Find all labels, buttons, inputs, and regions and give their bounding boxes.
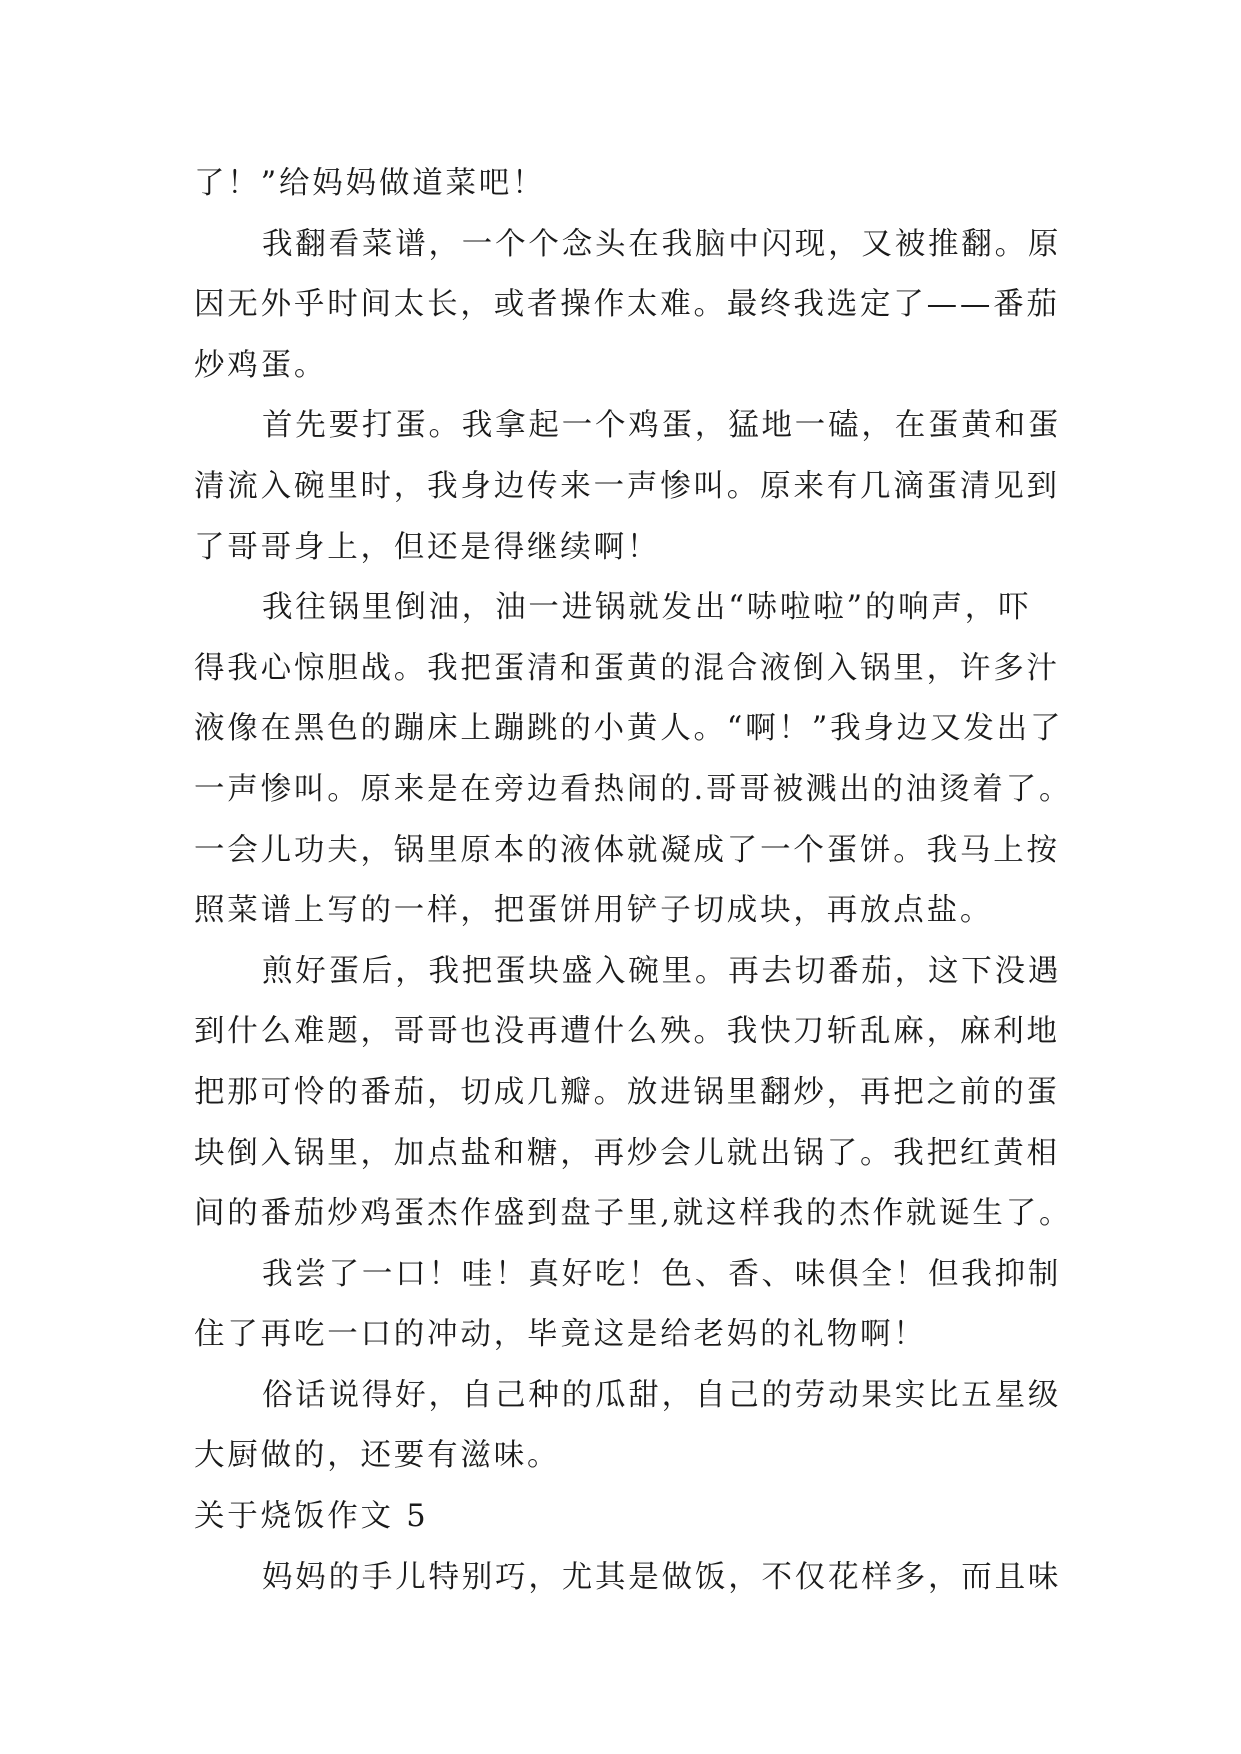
text-line: 把那可怜的番茄，切成几瓣。放进锅里翻炒，再把之前的蛋 <box>194 1074 1060 1110</box>
text-line: 清流入碗里时，我身边传来一声惨叫。原来有几滴蛋清见到 <box>194 468 1060 504</box>
paragraph-start-line: 妈妈的手儿特别巧，尤其是做饭，不仅花样多，而且味 <box>262 1559 1062 1595</box>
text-line: 照菜谱上写的一样，把蛋饼用铲子切成块，再放点盐。 <box>194 893 994 929</box>
text-line: 块倒入锅里，加点盐和糖，再炒会儿就出锅了。我把红黄相 <box>194 1135 1060 1171</box>
text-line: 大厨做的，还要有滋味。 <box>194 1438 561 1474</box>
text-line: 一声惨叫。原来是在旁边看热闹的.哥哥被溅出的油烫着了。 <box>194 771 1073 807</box>
section-heading: 关于烧饭作文 5 <box>194 1499 429 1535</box>
essay-text <box>194 154 1074 1608</box>
text-line: 到什么难题，哥哥也没再遭什么殃。我快刀斩乱麻，麻利地 <box>194 1014 1060 1050</box>
text-line: 一会儿功夫，锅里原本的液体就凝成了一个蛋饼。我马上按 <box>194 832 1060 868</box>
text-line: 住了再吃一口的冲动，毕竟这是给老妈的礼物啊！ <box>194 1317 927 1353</box>
text-line: 了！”给妈妈做道菜吧！ <box>194 166 546 201</box>
text-line: 间的番茄炒鸡蛋杰作盛到盘子里,就这样我的杰作就诞生了。 <box>194 1196 1073 1232</box>
text-line: 因无外乎时间太长，或者操作太难。最终我选定了——番茄 <box>194 287 1060 323</box>
paragraph-start-line: 俗话说得好，自己种的瓜甜，自己的劳动果实比五星级 <box>262 1377 1062 1413</box>
paragraph-start-line: 我尝了一口！哇！真好吃！色、香、味俱全！但我抑制 <box>262 1256 1062 1292</box>
paragraph-start-line: 煎好蛋后，我把蛋块盛入碗里。再去切番茄，这下没遇 <box>262 953 1062 989</box>
paragraph-start-line: 首先要打蛋。我拿起一个鸡蛋，猛地一磕，在蛋黄和蛋 <box>262 408 1062 444</box>
text-line: 了哥哥身上，但还是得继续啊！ <box>194 529 661 565</box>
paragraph-start-line: 我翻看菜谱，一个个念头在我脑中闪现，又被推翻。原 <box>262 226 1062 262</box>
text-line: 炒鸡蛋。 <box>194 347 328 383</box>
text-line: 液像在黑色的蹦床上蹦跳的小黄人。“啊！”我身边又发出了 <box>194 711 1064 747</box>
paragraph-start-line: 我往锅里倒油，油一进锅就发出“哧啦啦”的响声，吓 <box>262 590 1032 626</box>
text-line: 得我心惊胆战。我把蛋清和蛋黄的混合液倒入锅里，许多汁 <box>194 650 1060 686</box>
